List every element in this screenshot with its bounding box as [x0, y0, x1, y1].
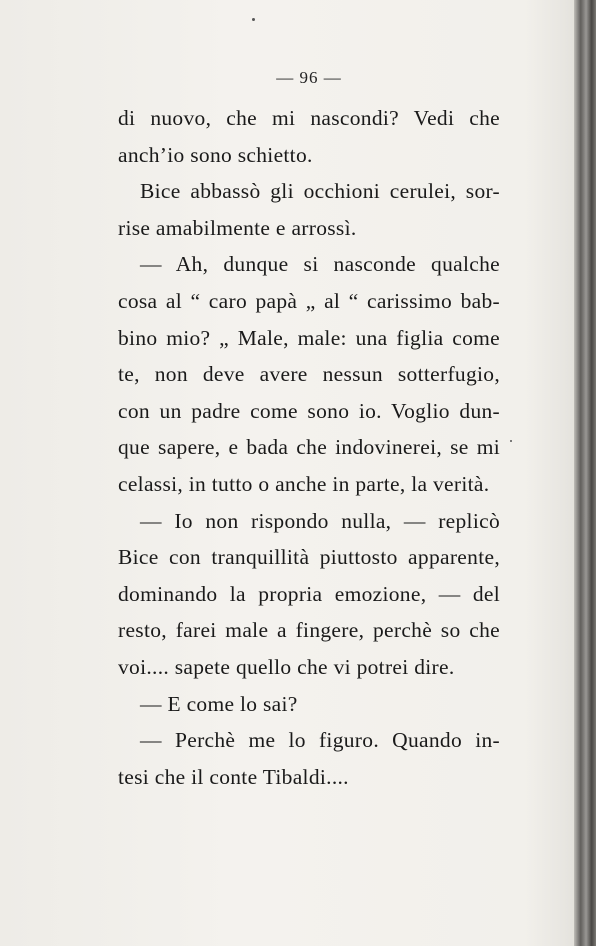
page-edge-shadow — [574, 0, 596, 946]
text-line: — Ah, dunque si nasconde qualche — [140, 252, 500, 277]
text-line: tesi che il conte Tibaldi.... — [118, 764, 349, 789]
page-number: — 96 — — [276, 68, 342, 87]
text-line: Bice abbassò gli occhioni cerulei, sor- — [140, 179, 500, 204]
text-line: Bice con tranquillità piuttosto apparente, — [118, 545, 500, 570]
page-body-text — [118, 100, 500, 795]
text-line: cosa al “ caro papà „ al “ carissimo bab- — [118, 288, 500, 313]
text-line: bino mio? „ Male, male: una figlia come — [118, 325, 500, 350]
text-line: que sapere, e bada che indovinerei, se mi — [118, 435, 500, 460]
text-line: te, non deve avere nessun sotterfugio, — [118, 362, 500, 387]
text-line: con un padre come sono io. Voglio dun- — [118, 398, 500, 423]
text-line: di nuovo, che mi nascondi? Vedi che — [118, 106, 500, 130]
text-line: celassi, in tutto o anche in parte, la verità. — [118, 471, 490, 496]
text-line: — Io non rispondo nulla, — replicò — [140, 508, 500, 533]
text-line: voi.... sapete quello che vi potrei dire. — [118, 654, 455, 679]
ink-speck — [252, 18, 255, 21]
text-line: dominando la propria emozione, — del — [118, 581, 500, 606]
text-line: — E come lo sai? — [140, 691, 298, 716]
text-line: — Perchè me lo figuro. Quando in- — [140, 728, 500, 753]
text-line: anch’io sono schietto. — [118, 142, 313, 167]
text-line: rise amabilmente e arrossì. — [118, 215, 357, 240]
text-line: resto, farei male a fingere, perchè so che — [118, 618, 500, 643]
ink-speck — [510, 440, 512, 442]
